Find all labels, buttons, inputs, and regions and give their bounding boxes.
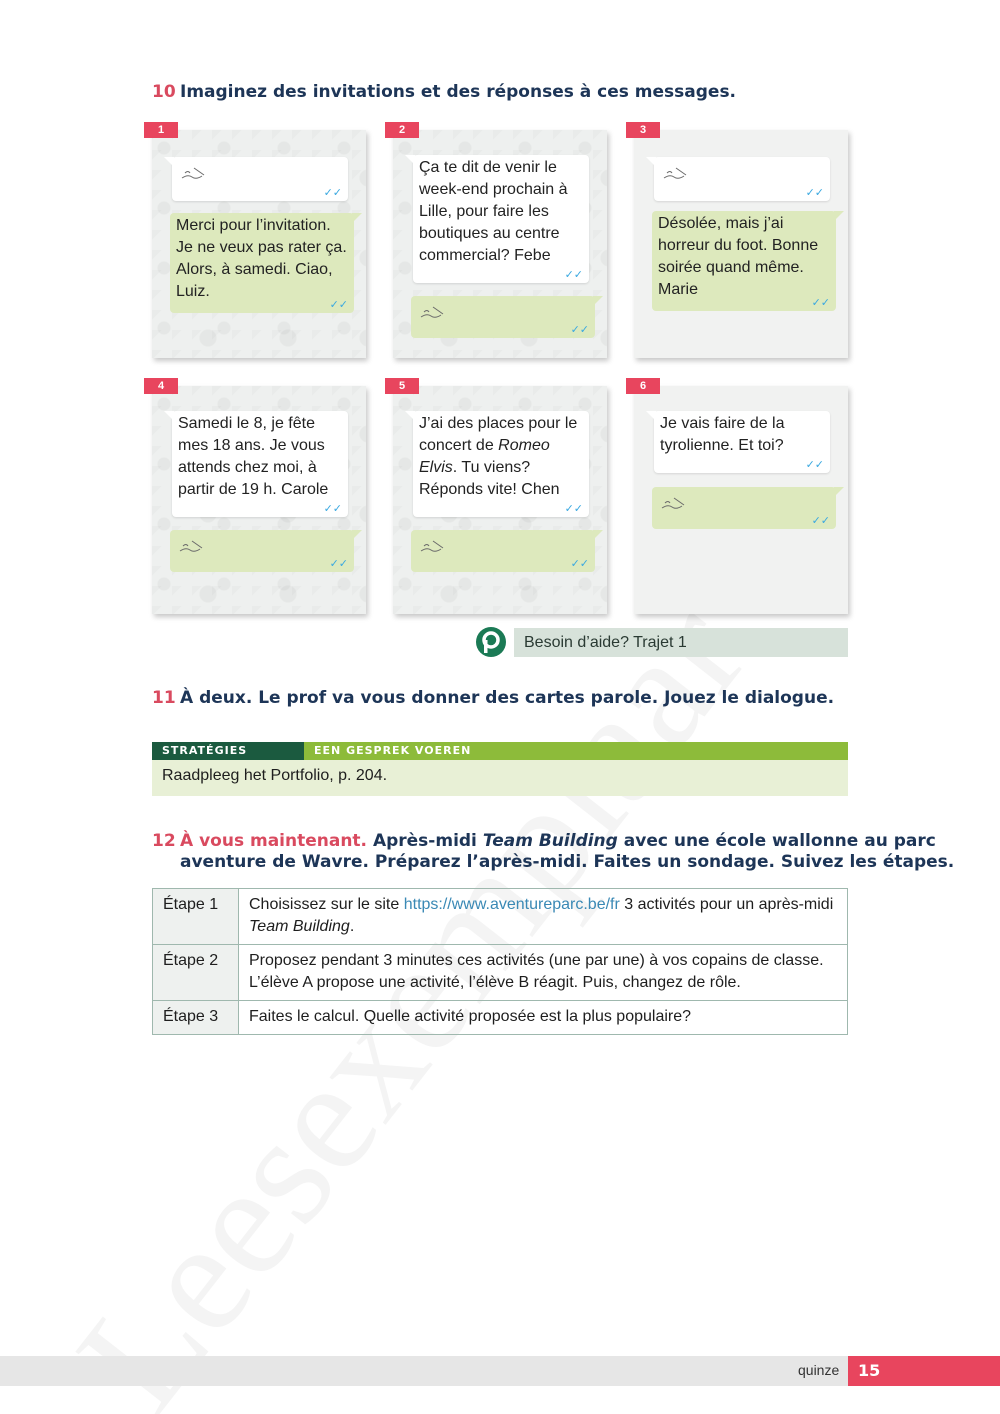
double-check-icon: ✓✓ — [323, 187, 342, 199]
pen-writing-icon — [660, 495, 690, 511]
pen-writing-icon — [178, 538, 208, 554]
empty-reply-bubble[interactable] — [170, 530, 354, 572]
step-text: Proposez pendant 3 minutes ces activités (une par une) à vos copains de classe. L’élève A propose une activité, l’élève B réagit. Puis, changez de rôle. — [239, 945, 848, 1001]
invitation-bubble — [172, 411, 348, 517]
card-number: 3 — [626, 122, 660, 138]
invitation-text-a: J’ai des places pour le concert de — [419, 415, 578, 454]
double-check-icon: ✓✓ — [811, 297, 830, 309]
double-check-icon: ✓✓ — [805, 187, 824, 199]
step-text-em: Team Building — [249, 918, 350, 935]
exercise-11-heading — [152, 688, 834, 709]
invitation-text: Samedi le 8, je fête mes 18 ans. Je vous attends chez moi, à partir de 19 h. Carole — [178, 415, 329, 498]
step-text: Faites le calcul. Quelle activité proposée est la plus populaire? — [239, 1001, 848, 1035]
step-label: Étape 2 — [153, 945, 239, 1001]
exercise-title: À deux. Le prof va vous donner des cartes parole. Jouez le dialogue. — [180, 688, 835, 708]
double-check-icon: ✓✓ — [564, 269, 583, 281]
invitation-text: Ça te dit de venir le week-end prochain à Lille, pour faire les boutiques au centre commercial? Febe — [419, 159, 568, 264]
band-name: Romeo Elvis — [419, 437, 550, 476]
exercise-12-heading-line2: aventure de Wavre. Préparez l’après-midi. Faites un sondage. Suivez les étapes. — [180, 852, 955, 872]
exercise-title: Imaginez des invitations et des réponses à ces messages. — [180, 82, 737, 102]
double-check-icon: ✓✓ — [329, 558, 348, 570]
reply-bubble — [170, 213, 354, 313]
strategies-topic: EEN GESPREK VOEREN — [314, 744, 472, 757]
card-number: 2 — [385, 122, 419, 138]
pen-writing-icon — [662, 165, 692, 181]
invitation-bubble — [413, 411, 589, 517]
exercise-number: 12 — [152, 831, 176, 851]
exercise-12-heading — [152, 831, 936, 852]
double-check-icon: ✓✓ — [564, 503, 583, 515]
message-card-1 — [152, 124, 366, 358]
exercise-number: 11 — [152, 688, 176, 708]
double-check-icon: ✓✓ — [805, 459, 824, 471]
strategies-label: STRATÉGIES — [152, 742, 304, 760]
invitation-text: Je vais faire de la tyrolienne. Et toi? — [660, 415, 785, 454]
reply-bubble — [652, 211, 836, 311]
empty-reply-bubble[interactable] — [411, 530, 595, 572]
double-check-icon: ✓✓ — [570, 558, 589, 570]
exercise-title-b: avec une école wallonne au parc — [617, 831, 936, 851]
double-check-icon: ✓✓ — [323, 503, 342, 515]
card-number: 5 — [385, 378, 419, 394]
empty-write-bubble[interactable] — [654, 157, 830, 201]
page-number: 15 — [848, 1356, 1000, 1386]
table-row — [153, 945, 848, 1001]
double-check-icon: ✓✓ — [329, 299, 348, 311]
card-number: 1 — [144, 122, 178, 138]
invitation-bubble — [413, 155, 589, 283]
empty-reply-bubble[interactable] — [652, 487, 836, 529]
empty-write-bubble[interactable] — [172, 157, 348, 201]
strategies-body: Raadpleeg het Portfolio, p. 204. — [152, 760, 848, 796]
exercise-lead: À vous maintenant. — [180, 831, 368, 851]
strategies-header — [152, 742, 848, 760]
message-card-3 — [634, 124, 848, 358]
pen-writing-icon — [180, 165, 210, 181]
exercise-number: 10 — [152, 82, 176, 102]
table-row — [153, 889, 848, 945]
aventureparc-link[interactable]: https://www.aventureparc.be/fr — [403, 896, 620, 913]
pen-writing-icon — [419, 538, 449, 554]
step-label: Étape 3 — [153, 1001, 239, 1035]
card-number: 6 — [626, 378, 660, 394]
invitation-bubble — [654, 411, 830, 473]
step-text-a: Choisissez sur le site — [249, 896, 404, 913]
steps-table — [152, 888, 848, 1035]
step-text-c: . — [349, 918, 355, 935]
message-card-2 — [393, 124, 607, 358]
exercise-10-heading — [152, 82, 736, 103]
card-number: 4 — [144, 378, 178, 394]
double-check-icon: ✓✓ — [570, 324, 589, 336]
empty-reply-bubble[interactable] — [411, 296, 595, 338]
message-card-6 — [634, 380, 848, 614]
page-word: quinze — [798, 1362, 840, 1378]
reply-text: Désolée, mais j’ai horreur du foot. Bonne soirée quand même. Marie — [658, 215, 819, 298]
pen-writing-icon — [419, 304, 449, 320]
exercise-title-a: Après-midi — [372, 831, 483, 851]
reply-text: Merci pour l’invitation. Je ne veux pas rater ça. Alors, à samedi. Ciao, Luiz. — [176, 217, 347, 300]
step-text-b: 3 activités pour un après-midi — [619, 896, 834, 913]
step-text — [239, 889, 848, 945]
pelckmans-p-icon[interactable] — [475, 626, 507, 658]
table-row — [153, 1001, 848, 1035]
message-card-4 — [152, 380, 366, 614]
exercise-title-em: Team Building — [482, 831, 618, 851]
message-card-5 — [393, 380, 607, 614]
help-bar[interactable]: Besoin d’aide? Trajet 1 — [514, 628, 848, 657]
step-label: Étape 1 — [153, 889, 239, 945]
invitation-text-b: . Tu viens? Réponds vite! Chen — [419, 459, 560, 498]
double-check-icon: ✓✓ — [811, 515, 830, 527]
